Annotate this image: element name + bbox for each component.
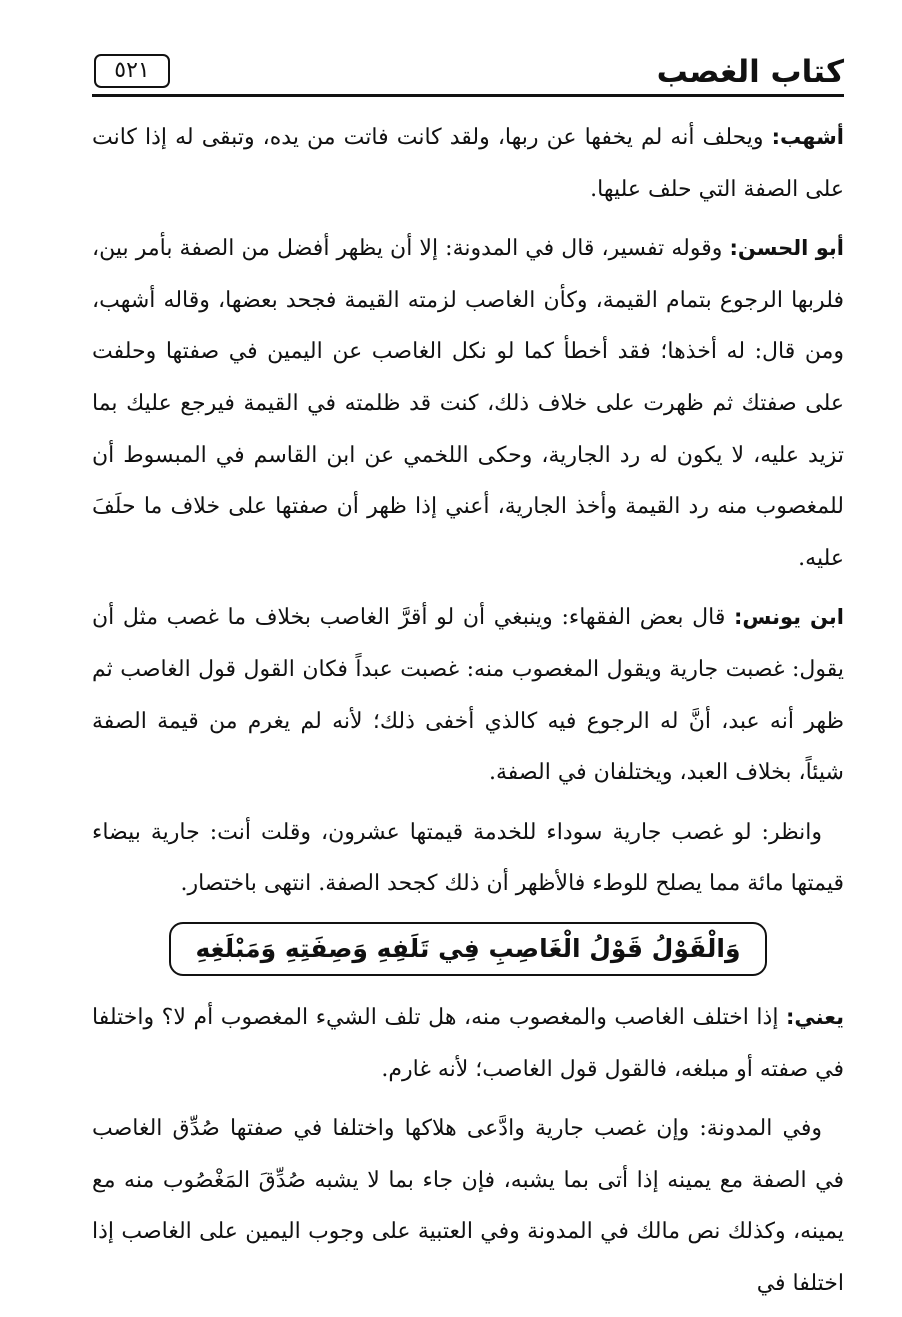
paragraph-wanzur (92, 807, 844, 910)
paragraph-text: إذا اختلف الغاصب والمغصوب منه، هل تلف الشيء المغصوب أم لا؟ واختلفا في صفته أو مبلغه، فالقول قول الغاصب؛ لأنه غارم. (92, 1004, 844, 1082)
matn-container (92, 922, 844, 976)
speaker-label: يعني: (786, 1004, 844, 1029)
matn-box (169, 922, 766, 976)
header-rule (92, 94, 844, 97)
paragraph-text: وانظر: لو غصب جارية سوداء للخدمة قيمتها عشرون، وقلت أنت: جارية بيضاء قيمتها مائة مما يصلح للوطء فالأظهر أن ذلك كجحد الصفة. انتهى باختصار. (92, 819, 844, 897)
speaker-label: ابن يونس: (734, 605, 845, 630)
paragraph-text: قال بعض الفقهاء: وينبغي أن لو أقرَّ الغاصب بخلاف ما غصب مثل أن يقول: غصبت جارية ويقول المغصوب منه: غصبت عبداً فكان القول قول الغاصب ثم ظهر أنه عبد، أنَّ له الرجوع فيه كالذي أخفى ذلك؛ لأنه لم يغرم من قيمة الصفة شيئاً، بخلاف العبد، ويختلفان في الصفة. (92, 605, 844, 786)
book-title: كتاب الغصب (656, 54, 844, 90)
paragraph-text: ويحلف أنه لم يخفها عن ربها، ولقد كانت فاتت من يده، وتبقى له إذا كانت على الصفة التي حلف عليها. (92, 125, 844, 202)
page-number: ٥٢١ (114, 58, 150, 83)
paragraph-abu-alhasan (92, 223, 844, 584)
paragraph-ashhab (92, 112, 844, 215)
speaker-label: أبو الحسن: (729, 236, 844, 261)
paragraph-text: وقوله تفسير، قال في المدونة: إلا أن يظهر أفضل من الصفة بأمر بين، فلربها الرجوع بتمام القيمة، وكأن الغاصب لزمته القيمة فجحد بعضها، وقاله أشهب، ومن قال: له أخذها؛ فقد أخطأ كما لو نكل الغاصب عن اليمين في صفتها وحلفت على صفتك ثم ظهرت على خلاف ذلك، كنت قد ظلمته في القيمة فيرجع عليك بما تزيد عليه، لا يكون له رد الجارية، وحكى اللخمي عن ابن القاسم في المبسوط أن للمغصوب منه رد القيمة وأخذ الجارية، أعني إذا ظهر أن صفتها على خلاف ما حلَفَ عليه. (92, 236, 844, 571)
paragraph-mudawwana (92, 1103, 844, 1309)
matn-text: وَالْقَوْلُ قَوْلُ الْغَاصِبِ فِي تَلَفِهِ وَصِفَتِهِ وَمَبْلَغِهِ (195, 933, 741, 963)
speaker-label: أشهب: (771, 125, 844, 149)
paragraph-text: وفي المدونة: وإن غصب جارية وادَّعى هلاكها واختلفا في صفتها صُدِّق الغاصب في الصفة مع يمينه إذا أتى بما يشبه، فإن جاء بما لا يشبه صُدِّقَ المَغْصُوب منه مع يمينه، وكذلك نص مالك في المدونة وفي العتبية على وجوب اليمين على الغاصب إذا اختلفا في (92, 1116, 844, 1296)
page-header (92, 52, 844, 98)
page-number-box (94, 54, 170, 88)
paragraph-ibn-yunus (92, 592, 844, 798)
page-body (92, 112, 844, 1317)
paragraph-yani (92, 992, 844, 1095)
